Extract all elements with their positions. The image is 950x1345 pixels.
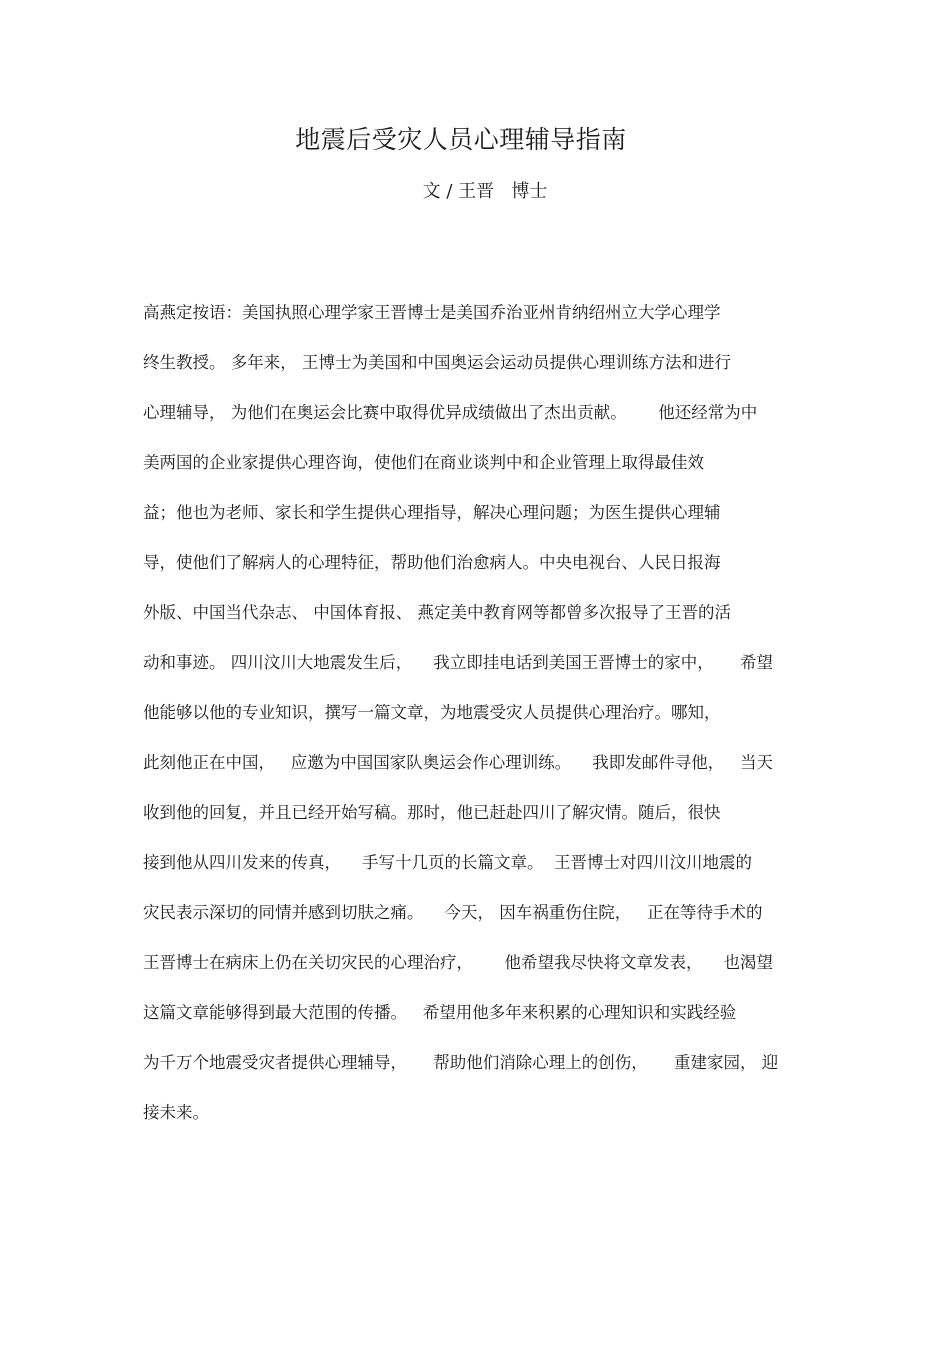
document-title: 地震后受灾人员心理辅导指南 [295,125,627,154]
text-line: 接到他从四川发来的传真， 手写十几页的长篇文章。 王晋博士对四川汶川地震的 [143,853,752,872]
text-line: 收到他的回复，并且已经开始写稿。那时，他已赶赴四川了解灾情。随后，很快 [143,803,721,822]
text-line: 为千万个地震受灾者提供心理辅导， 帮助他们消除心理上的创伤， 重建家园， 迎 [143,1053,779,1072]
text-line: 高燕定按语：美国执照心理学家王晋博士是美国乔治亚州肯纳绍州立大学心理学 [143,303,721,322]
text-line: 接未来。 [143,1103,209,1122]
text-line: 动和事迹。 四川汶川大地震发生后， 我立即挂电话到美国王晋博士的家中， 希望 [143,653,773,672]
text-line: 他能够以他的专业知识，撰写一篇文章，为地震受灾人员提供心理治疗。哪知， [143,703,721,722]
editor-note-paragraph [143,300,833,1150]
text-line: 王晋博士在病床上仍在关切灾民的心理治疗， 他希望我尽快将文章发表， 也渴望 [143,953,773,972]
text-line: 导，使他们了解病人的心理特征，帮助他们治愈病人。中央电视台、人民日报海 [143,553,721,572]
text-line: 益；他也为老师、家长和学生提供心理指导，解决心理问题；为医生提供心理辅 [143,503,721,522]
text-line: 心理辅导， 为他们在奥运会比赛中取得优异成绩做出了杰出贡献。 他还经常为中 [143,403,758,422]
text-line: 外版、中国当代杂志、 中国体育报、 燕定美中教育网等都曾多次报导了王晋的活 [143,603,731,622]
text-line: 这篇文章能够得到最大范围的传播。 希望用他多年来积累的心理知识和实践经验 [143,1003,737,1022]
author-byline: 文 / 王晋 博士 [422,181,548,202]
text-line: 此刻他正在中国， 应邀为中国国家队奥运会作心理训练。 我即发邮件寻他， 当天 [143,753,773,772]
text-line: 灾民表示深切的同情并感到切肤之痛。 今天， 因车祸重伤住院， 正在等待手术的 [143,903,763,922]
text-line: 终生教授。 多年来， 王博士为美国和中国奥运会运动员提供心理训练方法和进行 [143,353,731,372]
text-line: 美两国的企业家提供心理咨询，使他们在商业谈判中和企业管理上取得最佳效 [143,453,704,472]
